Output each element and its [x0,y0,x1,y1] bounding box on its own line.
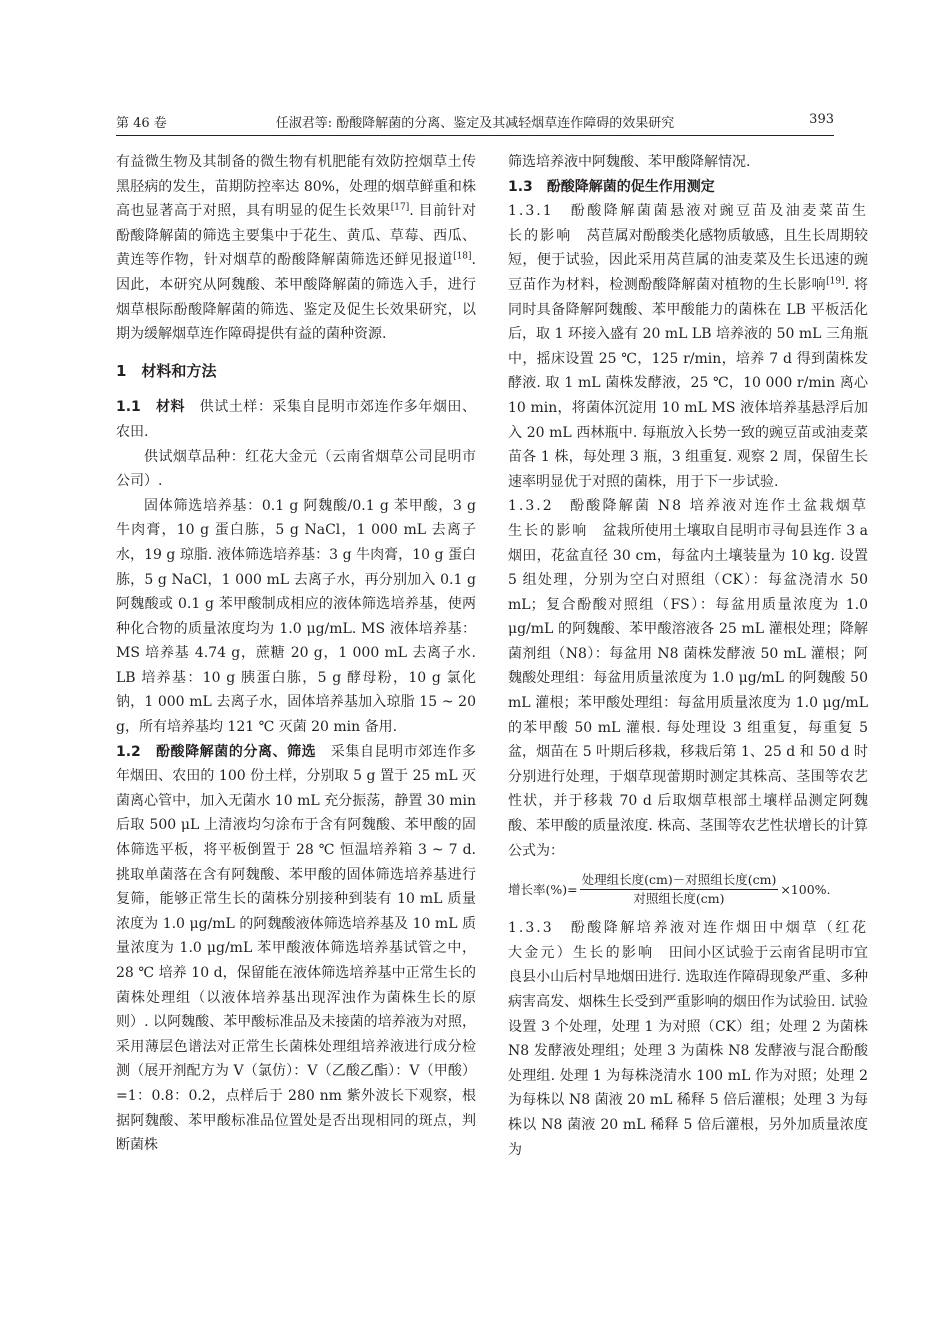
section-1-1-text: 供试土样：采集自昆明市郊连作多年烟田、农田. [116,399,477,440]
page-number: 393 [809,112,834,127]
running-title: 任淑君等: 酚酸降解菌的分离、鉴定及其减轻烟草连作障碍的效果研究 [275,116,675,131]
intro-text-3: . 因此，本研究从阿魏酸、苯甲酸降解菌的筛选入手，进行烟草根际酚酸降解菌的筛选、鉴定及促生长效果研究，以期为缓解烟草连作障碍提供有益的菌种资源. [116,252,476,343]
intro-paragraph [116,150,476,347]
section-1-3-title: 1.3 酚酸降解菌的促生作用测定 [508,178,715,195]
citation-19: [19] [826,276,845,287]
tobacco-variety-paragraph: 供试烟草品种：红花大金元（云南省烟草公司昆明市公司）. [116,448,476,490]
section-1-3-3-text: 田间小区试验于云南省昆明市宜良县小山后村旱地烟田进行. 选取连作障碍现象严重、多种病害高发、烟株生长受到严重影响的烟田作为试验田. 试验设置 3 个处理，处理 1 为对照（CK）组；处理 2 为菌株 N8 发酵液处理组；处理 3 为菌株 N8 发酵液与混合酚酸处理组. 处理 1 为每株浇清水 100 mL 作为对照；处理 2 为每株以 N8 菌液 20 mL 稀释 5 倍后灌根；处理 3 为每株以 N8 菌液 20 mL 稀释 5 倍后灌根，另外加质量浓度为 [508,944,869,1158]
section-1-2-text: 采集自昆明市郊连作多年烟田、农田的 100 份土样，分别取 5 g 置于 25 mL 灭菌离心管中，加入无菌水 10 mL 充分振荡，静置 30 min 后取 500 μL 上清液均匀涂布于含有阿魏酸、苯甲酸的固体筛选平板，将平板倒置于 28 ℃ 恒温培养箱 3 ~ 7 d. 挑取单菌落在含有阿魏酸、苯甲酸的固体筛选培养基进行复筛，能够正常生长的菌株分别接种到装有 10 mL 质量浓度为 1.0 μg/mL 的阿魏酸液体筛选培养基及 10 mL 质量浓度为 1.0 μg/mL 苯甲酸液体筛选培养基试管之中，28 ℃ 培养 10 d，保留能在液体筛选培养基中正常生长的菌株处理组（以液体培养基出现浑浊作为菌株生长的原则）. 以阿魏酸、苯甲酸标准品及未接菌的培养液为对照，采用薄层色谱法对正常生长菌株处理组培养液进行成分检测（展开剂配方为 V（氯仿）：V（乙酸乙酯）：V（甲酸）=1：0.8：0.2，点样后于 280 nm 紫外波长下观察，根据阿魏酸、苯甲酸标准品位置处是否出现相同的斑点，判断菌株 [116,743,476,1154]
citation-17: [17] [390,202,410,213]
section-1-3-1-title: 1.3.1 酚酸降解菌菌悬液对豌豆苗及油麦菜苗生长的影响 [508,203,868,244]
intro-text-2: . 目前针对酚酸降解菌的筛选主要集中于花生、黄瓜、草莓、西瓜、黄连等作物，针对烟草的酚酸降解菌筛选还鲜见报道 [116,203,476,269]
section-heading-1: 1 材料和方法 [116,361,217,380]
section-1-1-title: 1.1 材料 [116,399,186,416]
citation-18: [18] [453,251,472,262]
section-1-3-1-text: 莴苣属对酚酸类化感物质敏感，且生长周期较短，便于试验，因此采用莴苣属的油麦菜及生长迅速的豌豆苗作为材料，检测酚酸降解菌对植物的生长影响 [508,227,869,293]
formula-lhs: 增长率(%)= [508,881,578,897]
section-1-3-2-text: 盆栽所使用土壤取自昆明市寻甸县连作 3 a 烟田，花盆直径 30 cm，每盆内土壤装量为 10 kg. 设置 5 组处理，分别为空白对照组（CK）：每盆浇清水 50 mL；复合酚酸对照组（FS）：每盆用质量浓度为 1.0 μg/mL 的阿魏酸、苯甲酸溶液各 25 mL 灌根处理；降解菌剂组（N8）：每盆用 N8 菌株发酵液 50 mL 灌根；阿魏酸处理组：每盆用质量浓度为 1.0 μg/mL 的阿魏酸 50 mL 灌根；苯甲酸处理组：每盆用质量浓度为 1.0 μg/mL 的苯甲酸 50 mL 灌根. 每处理设 3 组重复，每重复 5 盆，烟苗在 5 叶期后移栽，移栽后第 1、25 d 和 50 d 时分别进行处理，于烟草现蕾期时测定其株高、茎围等农艺性状，并于移栽 70 d 后取烟草根部土壤样品测定阿魏酸、苯甲酸的质量浓度. 株高、茎围等农艺性状增长的计算公式为： [508,522,869,859]
formula-denominator: 对照组长度(cm) [633,891,725,907]
section-1-2 [116,740,476,1158]
left-column [116,150,476,1158]
media-paragraph: 固体筛选培养基：0.1 g 阿魏酸/0.1 g 苯甲酸，3 g 牛肉膏，10 g 蛋白胨，5 g NaCl，1 000 mL 去离子水，19 g 琼脂. 液体筛选培养基：3 g 牛肉膏，10 g 蛋白胨，5 g NaCl，1 000 mL 去离子水，再分别加入 0.1 g 阿魏酸或 0.1 g 苯甲酸制成相应的液体筛选培养基，使两种化合物的质量浓度均为 1.0 μg/mL. MS 液体培养基：MS 培养基 4.74 g，蔗糖 20 g，1 000 mL 去离子水. LB 培养基：10 g 胰蛋白胨，5 g 酵母粉，10 g 氯化钠，1 000 mL 去离子水，固体培养基加入琼脂 15 ~ 20 g，所有培养基均 121 ℃ 灭菌 20 min 备用. [116,497,476,736]
running-header [116,112,834,134]
section-1-3-3 [508,916,868,1162]
right-column [508,150,868,1162]
section-1-3-1 [508,199,868,494]
section-1-3-1-text-2: . 将同时具备降解阿魏酸、苯甲酸能力的菌株在 LB 平板活化后，取 1 环接入盛有 20 mL LB 培养液的 50 mL 三角瓶中，摇床设置 25 ℃，125 r/min，培养 7 d 得到菌株发酵液. 取 1 mL 菌株发酵液，25 ℃，10 000 r/min 离心 10 min，将菌体沉淀用 10 mL MS 液体培养基悬浮后加入 20 mL 西林瓶中. 每瓶放入长势一致的豌豆苗或油麦菜苗各 1 株，每处理 3 瓶，3 组重复. 观察 2 周，保留生长速率明显优于对照的菌株，用于下一步试验. [508,276,869,490]
formula-fraction [580,871,779,908]
section-1-3-2 [508,494,868,863]
formula-numerator: 处理组长度(cm)－对照组长度(cm) [580,871,779,890]
header-rule [116,135,834,136]
section-1-1 [116,395,476,444]
section-1-3-3-title: 1.3.3 酚酸降解培养液对连作烟田中烟草（红花大金元）生长的影响 [508,920,868,961]
section-1-2-title: 1.2 酚酸降解菌的分离、筛选 [116,743,317,760]
continued-paragraph: 筛选培养液中阿魏酸、苯甲酸降解情况. [508,154,751,170]
formula-rhs: ×100%. [780,881,831,897]
growth-rate-formula [508,871,868,908]
volume-label: 第 46 卷 [116,116,167,131]
section-1-3-2-title: 1.3.2 酚酸降解菌 N8 培养液对连作土盆栽烟草生长的影响 [508,498,868,539]
intro-text: 有益微生物及其制备的微生物有机肥能有效防控烟草土传黑胫病的发生，苗期防控率达 80%，处理的烟草鲜重和株高也显著高于对照，具有明显的促生长效果 [116,154,476,220]
